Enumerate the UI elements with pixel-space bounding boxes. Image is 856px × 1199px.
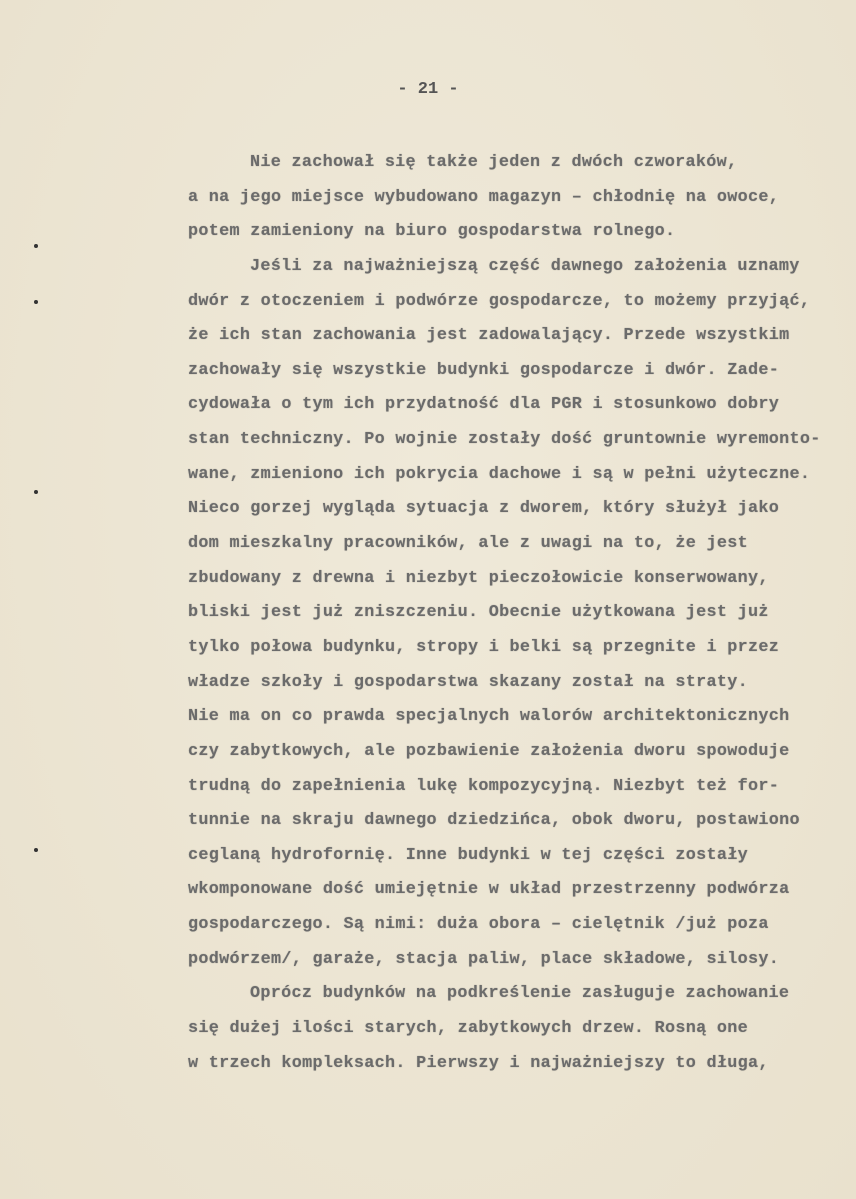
text-line: że ich stan zachowania jest zadowalający. Przede wszystkim — [188, 326, 790, 346]
text-line: dwór z otoczeniem i podwórze gospodarcze, to możemy przyjąć, — [188, 291, 811, 311]
text-line: a na jego miejsce wybudowano magazyn – chłodnię na owoce, — [188, 187, 780, 207]
text-line: Nieco gorzej wygląda sytuacja z dworem, który służył jako — [188, 499, 780, 519]
text-line: bliski jest już zniszczeniu. Obecnie użytkowana jest już — [188, 603, 769, 623]
text-line: Oprócz budynków na podkreślenie zasługuje zachowanie — [250, 984, 790, 1004]
binder-hole-mark — [34, 848, 38, 852]
text-line: potem zamieniony na biuro gospodarstwa rolnego. — [188, 222, 676, 242]
text-line: stan techniczny. Po wojnie zostały dość gruntownie wyremonto- — [188, 430, 821, 450]
text-line: trudną do zapełnienia lukę kompozycyjną. Niezbyt też for- — [188, 776, 780, 796]
binder-hole-mark — [34, 244, 38, 248]
text-line: gospodarczego. Są nimi: duża obora – cielętnik /już poza — [188, 915, 769, 935]
text-line: dom mieszkalny pracowników, ale z uwagi na to, że jest — [188, 534, 749, 554]
text-line: tunnie na skraju dawnego dziedzińca, obok dworu, postawiono — [188, 811, 800, 831]
binder-hole-mark — [34, 490, 38, 494]
binder-hole-mark — [34, 300, 38, 304]
document-body — [188, 146, 838, 1081]
text-line: podwórzem/, garaże, stacja paliw, place składowe, silosy. — [188, 949, 780, 969]
text-line: wane, zmieniono ich pokrycia dachowe i są w pełni użyteczne. — [188, 464, 811, 484]
text-line: Jeśli za najważniejszą część dawnego założenia uznamy — [250, 256, 800, 276]
text-line: władze szkoły i gospodarstwa skazany został na straty. — [188, 672, 749, 692]
text-line: w trzech kompleksach. Pierwszy i najważniejszy to długa, — [188, 1053, 769, 1073]
text-line: wkomponowane dość umiejętnie w układ przestrzenny podwórza — [188, 880, 790, 900]
text-line: zachowały się wszystkie budynki gospodarcze i dwór. Zade- — [188, 360, 780, 380]
text-line: się dużej ilości starych, zabytkowych drzew. Rosną one — [188, 1019, 749, 1039]
text-line: tylko połowa budynku, stropy i belki są przegnite i przez — [188, 637, 780, 657]
text-line: czy zabytkowych, ale pozbawienie założenia dworu spowoduje — [188, 741, 790, 761]
text-line: zbudowany z drewna i niezbyt pieczołowicie konserwowany, — [188, 568, 769, 588]
page-number: - 21 - — [397, 80, 459, 99]
text-line: Nie ma on co prawda specjalnych walorów architektonicznych — [188, 707, 790, 727]
text-line: Nie zachował się także jeden z dwóch czworaków, — [250, 153, 738, 172]
text-line: ceglaną hydrofornię. Inne budynki w tej części zostały — [188, 845, 749, 865]
text-line: cydowała o tym ich przydatność dla PGR i stosunkowo dobry — [188, 395, 780, 415]
